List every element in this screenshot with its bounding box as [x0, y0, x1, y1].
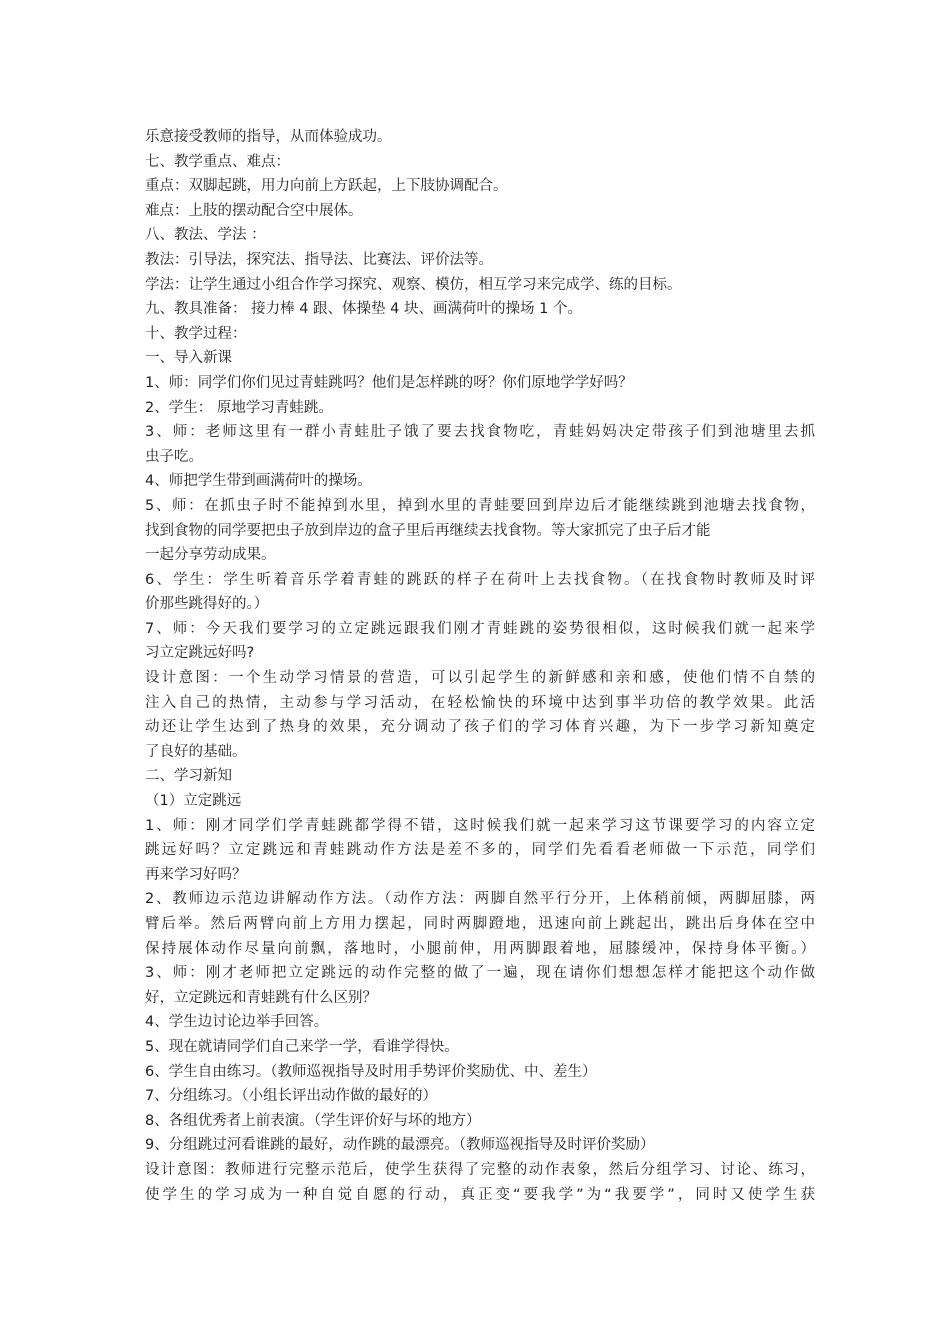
text-line: 价那些跳得好的。）: [145, 596, 269, 613]
text-line: 1、师：刚才同学们学青蛙跳都学得不错，这时候我们就一起来学习这节课要学习的内容立定: [145, 817, 815, 834]
text-line: 7、分组练习。（小组长评出动作做的最好的）: [145, 1088, 437, 1105]
text-line: 虫子吃。: [145, 448, 203, 465]
text-line: 再来学习好吗？: [145, 866, 247, 883]
text-line: 4、学生边讨论边举手回答。: [145, 1014, 329, 1031]
text-line: 设计意图：一个生动学习情景的营造，可以引起学生的新鲜感和亲和感，使他们情不自禁的: [145, 670, 815, 687]
text-line: 教法：引导法，探究法、指导法、比赛法、评价法等。: [145, 251, 493, 268]
text-line: 七、教学重点、难点：: [145, 153, 290, 170]
text-line: 5、现在就请同学们自己来学一学，看谁学得快。: [145, 1038, 459, 1055]
text-line: 了良好的基础。: [145, 743, 247, 760]
text-line: 动还让学生达到了热身的效果，充分调动了孩子们的学习体育兴趣，为下一步学习新知奠定: [145, 719, 815, 736]
text-line: 一起分享劳动成果。: [145, 547, 276, 564]
text-line: 注入自己的热情，主动参与学习活动，在轻松愉快的环境中达到事半功倍的教学效果。此活: [145, 694, 815, 711]
text-line: 二、学习新知: [145, 768, 232, 785]
text-line: 乐意接受教师的指导，从而体验成功。: [145, 129, 392, 145]
text-line: 使学生的学习成为一种自觉自愿的行动，真正变“要我学”为“我要学”，同时又使学生获: [145, 1186, 815, 1203]
text-line: 6、学生自由练习。（教师巡视指导及时用手势评价奖励优、中、差生）: [145, 1063, 597, 1080]
text-line: 难点：上肢的摆动配合空中展体。: [145, 202, 363, 219]
text-line: 8、各组优秀者上前表演。（学生评价好与坏的地方）: [145, 1112, 481, 1129]
text-line: 4、师把学生带到画满荷叶的操场。: [145, 473, 372, 490]
text-line: 九、教具准备： 接力棒 4 跟、体操垫 4 块、画满荷叶的操场 1 个。: [145, 301, 582, 318]
text-line: 学法：让学生通过小组合作学习探究、观察、模仿，相互学习来完成学、练的目标。: [145, 276, 682, 293]
text-line: 八、教法、学法 ：: [145, 227, 266, 244]
text-line: 十、教学过程：: [145, 325, 247, 342]
text-line: 6、学生：学生听着音乐学着青蛙的跳跃的样子在荷叶上去找食物。（在找食物时教师及时评: [145, 571, 815, 588]
text-line: 7、师：今天我们要学习的立定跳远跟我们刚才青蛙跳的姿势很相似，这时候我们就一起来学: [145, 620, 815, 637]
text-line: 重点：双脚起跳，用力向前上方跃起，上下肢协调配合。: [145, 178, 508, 195]
text-line: 找到食物的同学要把虫子放到岸边的盒子里后再继续去找食物。等大家抓完了虫子后才能: [145, 522, 711, 539]
text-line: 一、导入新课: [145, 350, 232, 367]
text-line: 2、教师边示范边讲解动作方法。（动作方法：两脚自然平行分开，上体稍前倾，两脚屈膝，两: [145, 891, 815, 908]
text-line: 习立定跳远好吗?: [145, 645, 255, 662]
document-body: [145, 125, 815, 1207]
text-line: 2、学生： 原地学习青蛙跳。: [145, 399, 333, 416]
text-line: 9、分组跳过河看谁跳的最好，动作跳的最漂亮。（教师巡视指导及时评价奖励）: [145, 1137, 655, 1154]
text-line: 设计意图：教师进行完整示范后，使学生获得了完整的动作表象，然后分组学习、讨论、练习，: [145, 1161, 815, 1178]
text-line: 5、师：在抓虫子时不能掉到水里，掉到水里的青蛙要回到岸边后才能继续跳到池塘去找食物，: [145, 497, 815, 514]
text-line: 保持展体动作尽量向前飘，落地时，小腿前伸，用两脚跟着地，屈膝缓冲，保持身体平衡。）: [145, 940, 815, 957]
text-line: 1、师：同学们你们见过青蛙跳吗？他们是怎样跳的呀？你们原地学学好吗？: [145, 374, 633, 391]
text-line: 臂后举。然后两臂向前上方用力摆起，同时两脚蹬地，迅速向前上跳起出，跳出后身体在空中: [145, 916, 815, 932]
text-line: 好，立定跳远和青蛙跳有什么区别？: [145, 989, 377, 1006]
text-line: 3、师：刚才老师把立定跳远的动作完整的做了一遍，现在请你们想想怎样才能把这个动作做: [145, 965, 815, 982]
text-line: 3、师：老师这里有一群小青蛙肚子饿了要去找食物吃，青蛙妈妈决定带孩子们到池塘里去抓: [145, 424, 815, 441]
text-line: 跳远好吗？立定跳远和青蛙跳动作方法是差不多的，同学们先看看老师做一下示范，同学们: [145, 842, 815, 859]
text-line: （1）立定跳远: [145, 793, 242, 810]
